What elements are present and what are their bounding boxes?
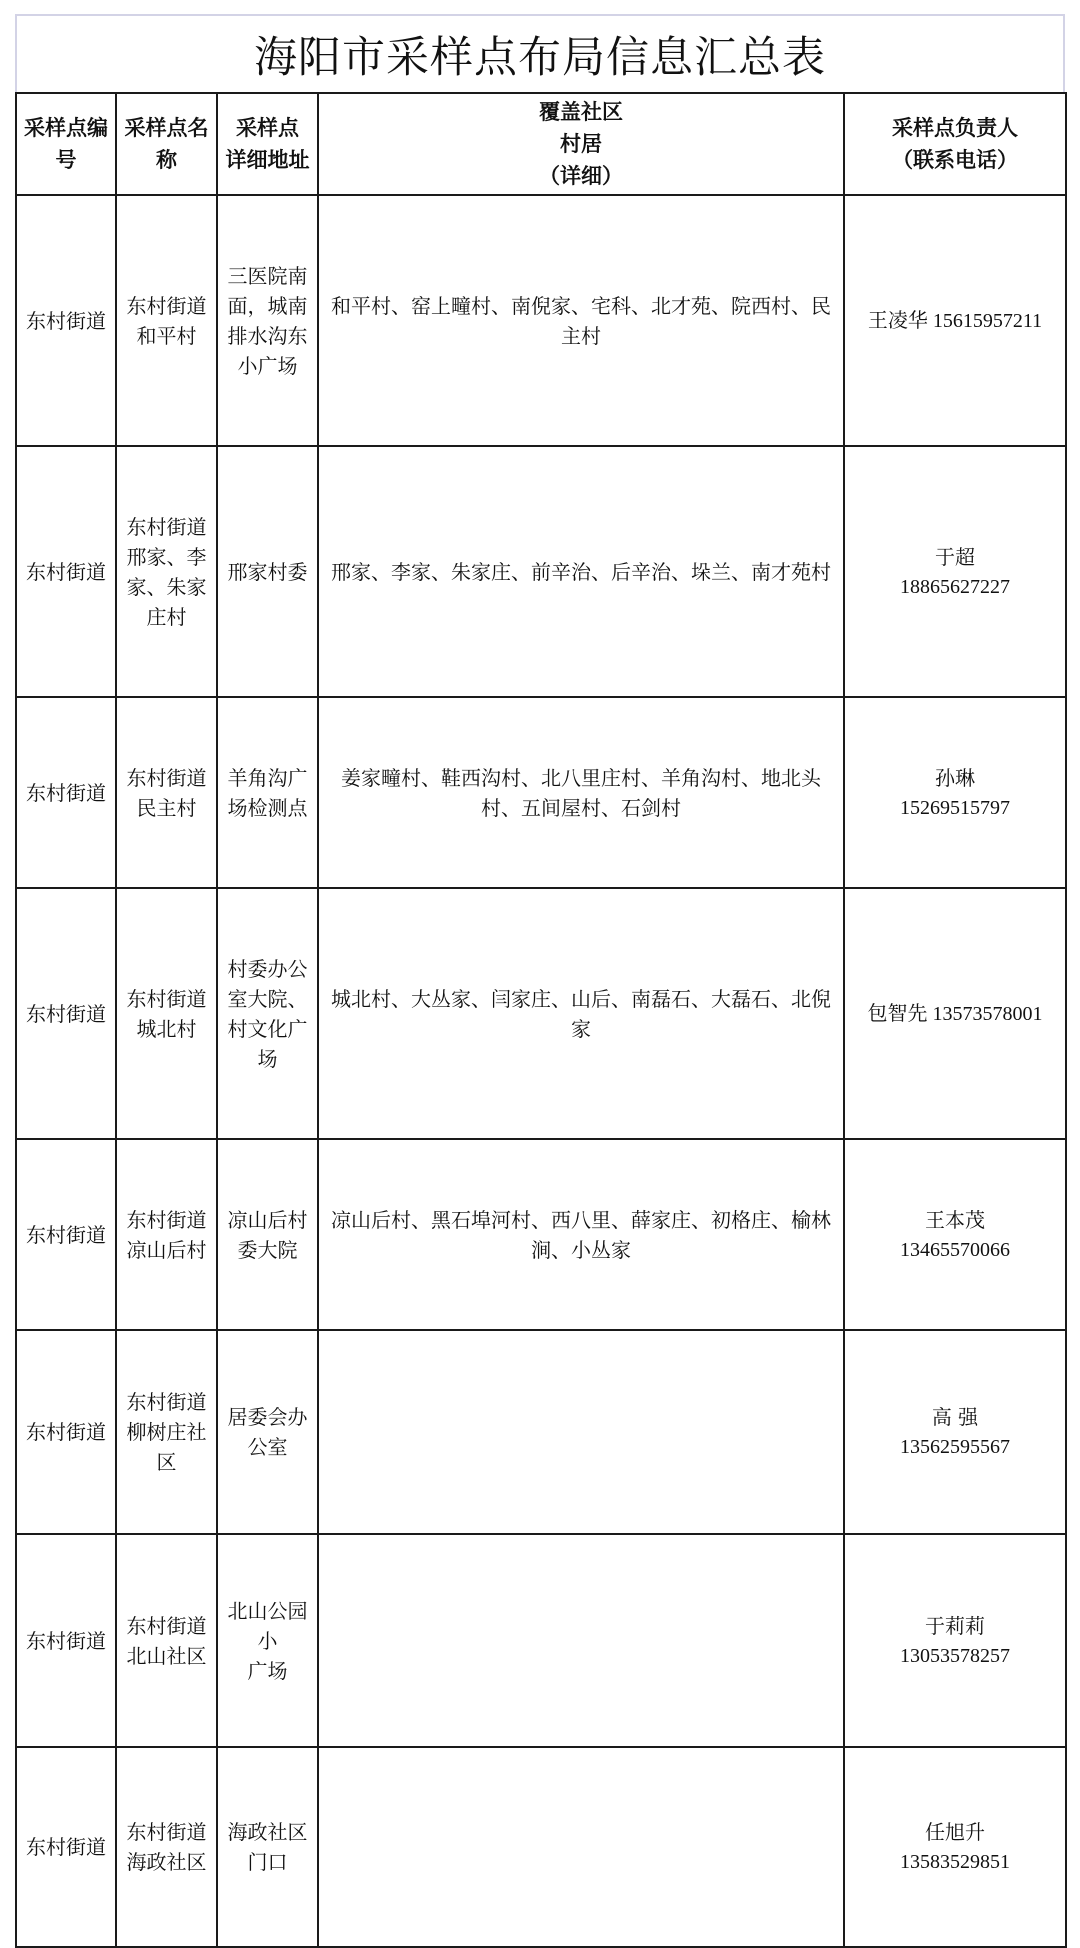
cell-name: 东村街道民主村 [116, 697, 217, 888]
header-cover-line1: 覆盖社区 [539, 100, 623, 124]
cell-address: 邢家村委 [217, 446, 318, 697]
page-title: 海阳市采样点布局信息汇总表 [15, 14, 1065, 92]
contact-phone: 18865627227 [900, 575, 1010, 598]
contact-person: 包智先 [867, 1001, 928, 1025]
cell-code: 东村街道 [16, 446, 116, 697]
cell-contact [844, 446, 1066, 697]
contact-phone: 13573578001 [932, 1003, 1043, 1025]
cell-contact [844, 697, 1066, 888]
table-row [16, 1139, 1066, 1330]
table-row [16, 446, 1066, 697]
cell-name: 东村街道邢家、李家、朱家庄村 [116, 446, 217, 697]
cell-name: 东村街道和平村 [116, 195, 217, 446]
cell-cover [318, 1747, 844, 1947]
cell-code: 东村街道 [16, 1747, 116, 1947]
cell-address: 村委办公室大院、村文化广场 [217, 888, 318, 1139]
cell-contact [844, 1747, 1066, 1947]
header-code: 采样点编号 [16, 93, 116, 195]
cell-code: 东村街道 [16, 888, 116, 1139]
cell-name: 东村街道北山社区 [116, 1534, 217, 1747]
header-cover-line3: （详细） [539, 164, 623, 188]
cell-cover: 邢家、李家、朱家庄、前辛治、后辛治、垛兰、南才苑村 [318, 446, 844, 697]
header-name: 采样点名称 [116, 93, 217, 195]
contact-person: 王本茂 [925, 1207, 985, 1232]
table-row [16, 1330, 1066, 1534]
cell-address: 三医院南面，城南排水沟东小广场 [217, 195, 318, 446]
cell-cover [318, 1330, 844, 1534]
cell-name: 东村街道凉山后村 [116, 1139, 217, 1330]
header-contact-line1: 采样点负责人 [892, 116, 1018, 140]
table-row [16, 697, 1066, 888]
header-address [217, 93, 318, 195]
header-row [16, 93, 1066, 195]
contact-person: 王凌华 [867, 308, 928, 332]
table-row [16, 195, 1066, 446]
table-row [16, 1747, 1066, 1947]
cell-code: 东村街道 [16, 195, 116, 446]
contact-phone: 15269515797 [900, 796, 1010, 819]
cell-cover: 和平村、窑上疃村、南倪家、宅科、北才苑、院西村、民主村 [318, 195, 844, 446]
cell-address: 凉山后村委大院 [217, 1139, 318, 1330]
cell-code: 东村街道 [16, 1534, 116, 1747]
cell-address: 居委会办公室 [217, 1330, 318, 1534]
cell-contact [844, 195, 1066, 446]
contact-person: 高 强 [931, 1405, 979, 1429]
header-cover [318, 93, 844, 195]
cell-cover: 凉山后村、黑石埠河村、西八里、薛家庄、初格庄、榆林涧、小丛家 [318, 1139, 844, 1330]
cell-cover: 姜家疃村、鞋西沟村、北八里庄村、羊角沟村、地北头村、五间屋村、石剑村 [318, 697, 844, 888]
contact-phone: 13562595567 [900, 1436, 1010, 1458]
cell-code: 东村街道 [16, 1330, 116, 1534]
contact-phone: 15615957211 [932, 310, 1043, 332]
contact-person: 孙琳 [935, 765, 975, 790]
header-contact-line2: （联系电话） [892, 148, 1018, 172]
cell-name: 东村街道柳树庄社区 [116, 1330, 217, 1534]
header-contact [844, 93, 1066, 195]
contact-person: 任旭升 [925, 1820, 985, 1844]
cell-code: 东村街道 [16, 697, 116, 888]
header-address-line2: 详细地址 [225, 148, 310, 172]
header-cover-line2: 村居 [560, 132, 602, 156]
contact-person: 于超 [935, 544, 975, 569]
summary-sheet [15, 14, 1065, 1948]
cell-contact [844, 1534, 1066, 1747]
contact-phone: 13053578257 [900, 1644, 1010, 1667]
contact-person: 于莉莉 [925, 1613, 985, 1638]
contact-phone: 13465570066 [900, 1238, 1010, 1261]
sampling-table [15, 92, 1067, 1948]
cell-cover: 城北村、大丛家、闫家庄、山后、南磊石、大磊石、北倪家 [318, 888, 844, 1139]
cell-address: 海政社区门口 [217, 1747, 318, 1947]
cell-address: 羊角沟广场检测点 [217, 697, 318, 888]
cell-address: 北山公园 小 广场 [217, 1534, 318, 1747]
cell-code: 东村街道 [16, 1139, 116, 1330]
cell-cover [318, 1534, 844, 1747]
cell-name: 东村街道海政社区 [116, 1747, 217, 1947]
cell-contact [844, 1330, 1066, 1534]
table-row [16, 1534, 1066, 1747]
cell-contact [844, 888, 1066, 1139]
header-address-line1: 采样点 [236, 116, 299, 140]
cell-name: 东村街道城北村 [116, 888, 217, 1139]
contact-phone: 13583529851 [900, 1851, 1010, 1873]
cell-contact [844, 1139, 1066, 1330]
table-row [16, 888, 1066, 1139]
